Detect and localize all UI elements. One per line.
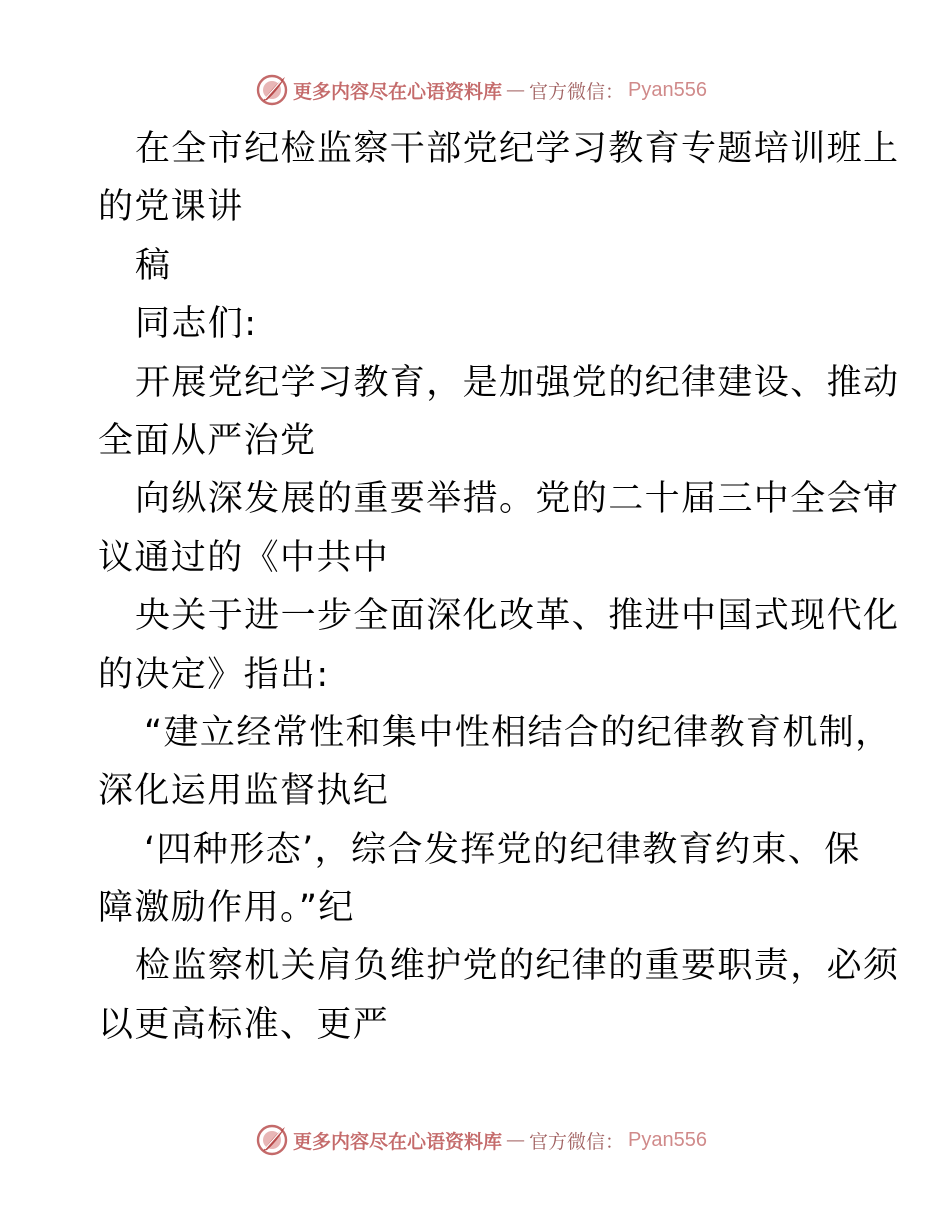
title-line-1: 在全市纪检监察干部党纪学习教育专题培训班上 bbox=[135, 129, 900, 169]
banner-sub-text: 官方微信： bbox=[529, 80, 625, 103]
header-banner bbox=[0, 70, 950, 110]
banner-wechat-id: Pyan556 bbox=[628, 78, 707, 101]
quill-logo-icon bbox=[255, 1123, 289, 1157]
header-banner-content bbox=[255, 73, 707, 107]
body-line: 障激励作用。”纪 bbox=[98, 888, 355, 929]
body-line: 向纵深发展的重要举措。党的二十届三中全会审 bbox=[135, 479, 900, 520]
body-line: 的决定》指出: bbox=[98, 654, 330, 695]
title-line-3: 稿 bbox=[135, 245, 172, 286]
banner-main-text: 更多内容尽在心语资料库 bbox=[293, 80, 503, 103]
banner-sub-text: 官方微信： bbox=[529, 1130, 625, 1153]
banner-dash: — bbox=[506, 1129, 526, 1151]
footer-banner-content bbox=[255, 1123, 707, 1157]
quill-logo-icon bbox=[255, 73, 289, 107]
title-line-2: 的党课讲 bbox=[98, 187, 244, 228]
body-line: 深化运用监督执纪 bbox=[98, 771, 390, 812]
banner-dash: — bbox=[506, 79, 526, 101]
body-line: ‘四种形态’，综合发挥党的纪律教育约束、保 bbox=[144, 829, 861, 870]
document-body bbox=[98, 120, 900, 1054]
body-line: 央关于进一步全面深化改革、推进中国式现代化 bbox=[135, 596, 900, 637]
body-line: 开展党纪学习教育，是加强党的纪律建设、推动 bbox=[135, 362, 900, 403]
body-line: 全面从严治党 bbox=[98, 420, 317, 461]
body-line: 检监察机关肩负维护党的纪律的重要职责，必须 bbox=[135, 946, 900, 987]
banner-wechat-id: Pyan556 bbox=[628, 1128, 707, 1151]
body-line: 以更高标准、更严 bbox=[98, 1004, 390, 1045]
body-line: “建立经常性和集中性相结合的纪律教育机制， bbox=[144, 712, 892, 753]
footer-banner bbox=[0, 1120, 950, 1160]
salutation: 同志们: bbox=[135, 304, 258, 345]
banner-main-text: 更多内容尽在心语资料库 bbox=[293, 1130, 503, 1153]
body-line: 议通过的《中共中 bbox=[98, 537, 390, 578]
